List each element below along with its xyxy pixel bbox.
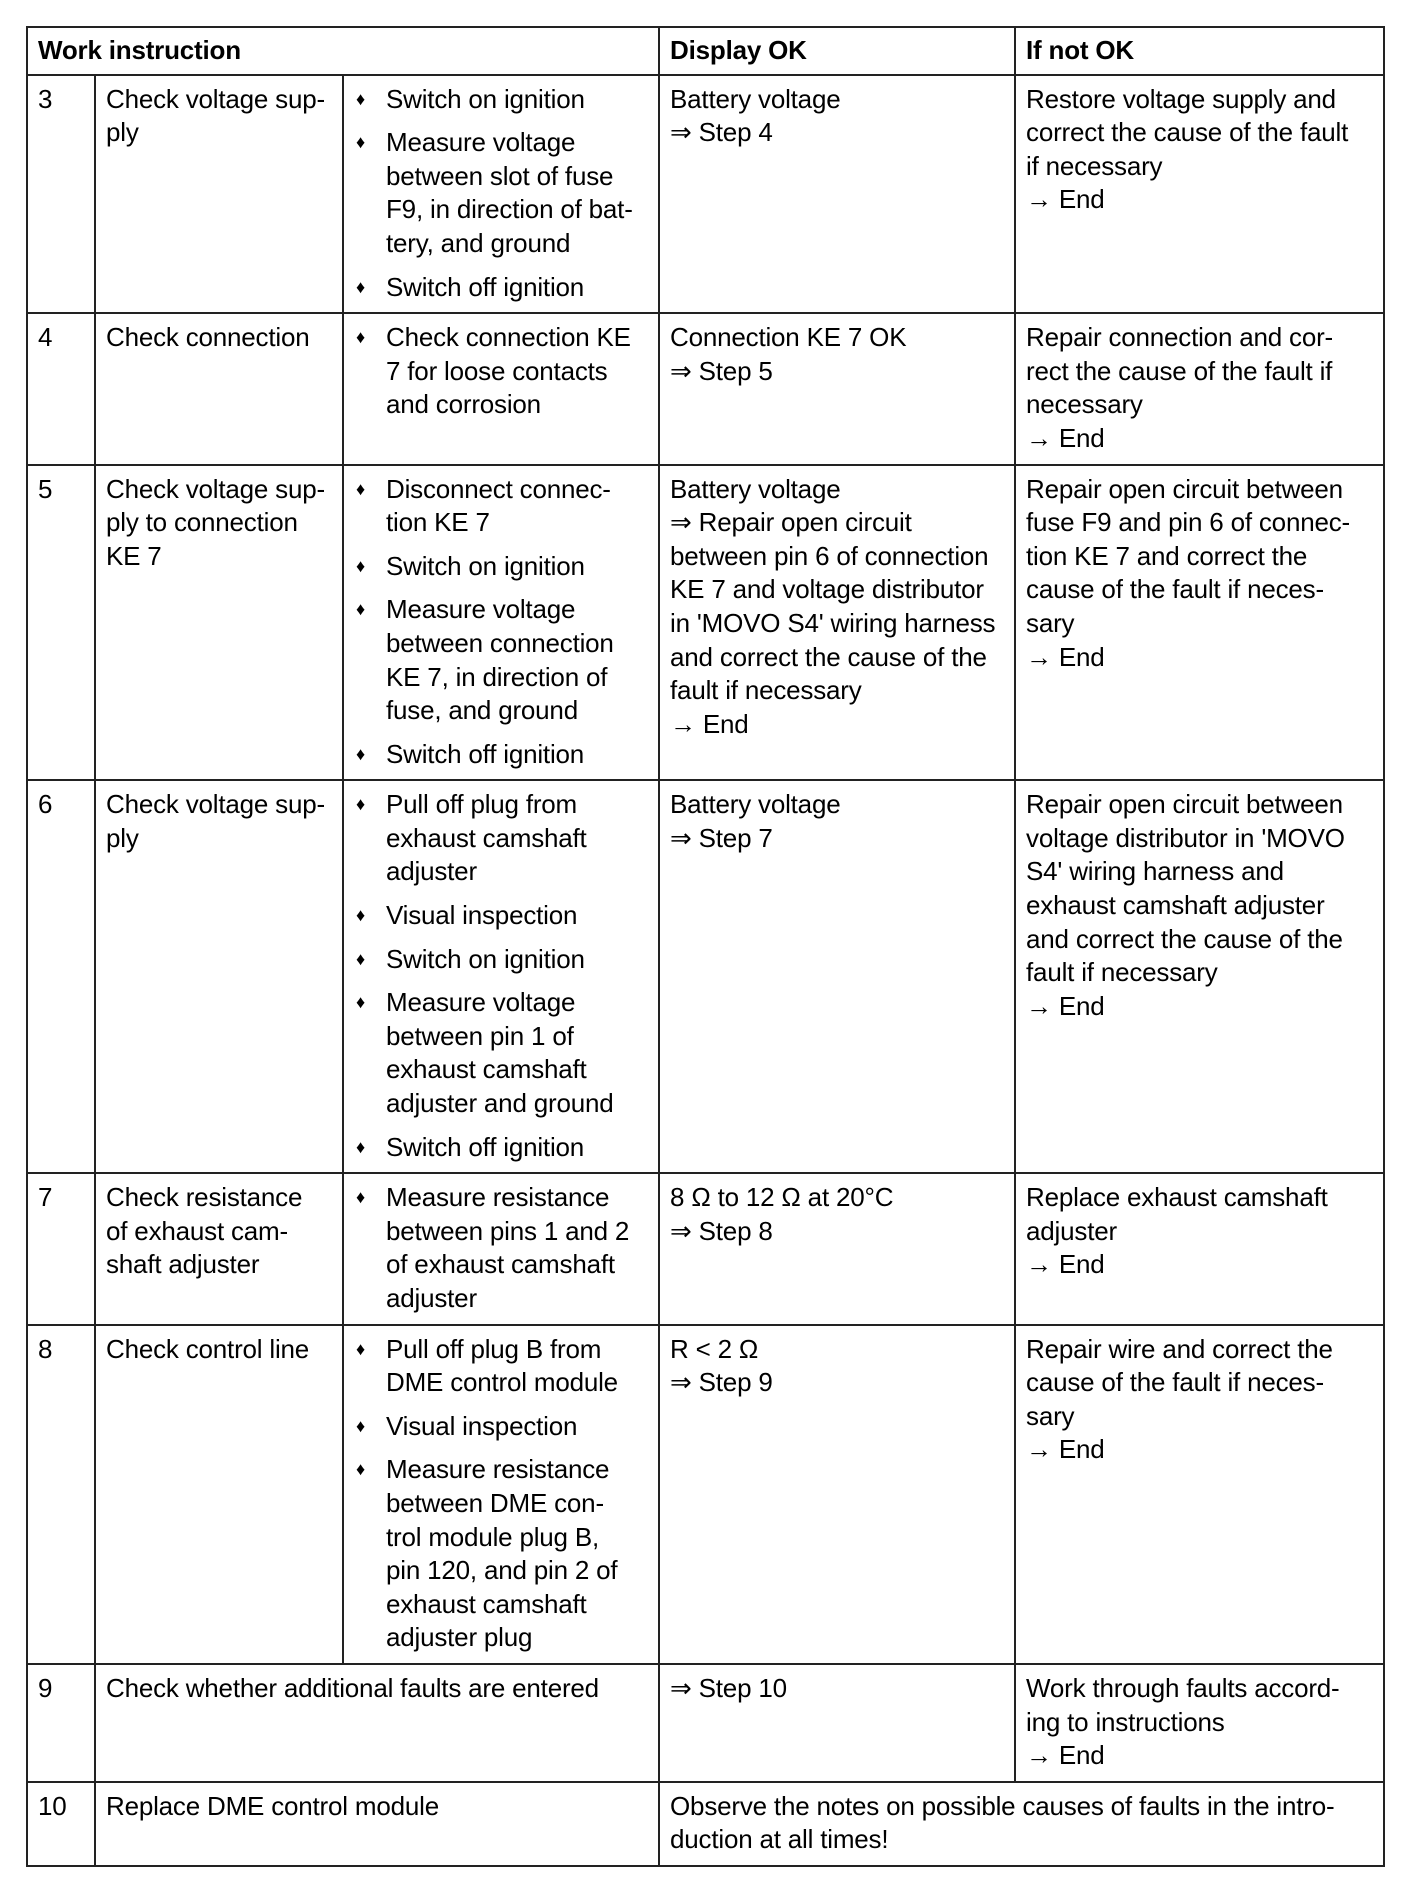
table-row bbox=[27, 75, 1384, 314]
step-number: 8 bbox=[27, 1325, 95, 1664]
action-list-cell bbox=[343, 313, 659, 464]
if-not-ok-cell: Repair wire and correct the cause of the fault if neces- sary → End bbox=[1015, 1325, 1384, 1664]
step-name: Replace DME control module bbox=[95, 1782, 659, 1866]
action-item bbox=[346, 1181, 648, 1315]
action-text: Measure voltage between pin 1 of exhaust camshaft adjuster and ground bbox=[386, 987, 614, 1119]
step-name: Check resistance of exhaust cam- shaft adjuster bbox=[95, 1173, 343, 1324]
action-list bbox=[346, 788, 648, 1164]
diamond-bullet-icon: ♦ bbox=[356, 276, 365, 297]
table-row bbox=[27, 1173, 1384, 1324]
action-text: Check connection KE 7 for loose contacts and corrosion bbox=[386, 322, 631, 420]
if-not-ok-cell: Replace exhaust camshaft adjuster → End bbox=[1015, 1173, 1384, 1324]
work-instruction-page bbox=[26, 26, 1383, 1867]
work-instruction-table bbox=[26, 26, 1385, 1867]
action-item bbox=[346, 321, 648, 422]
step-name: Check control line bbox=[95, 1325, 343, 1664]
header-row bbox=[27, 27, 1384, 75]
diamond-bullet-icon: ♦ bbox=[356, 1415, 365, 1436]
action-list bbox=[346, 83, 648, 305]
note-cell: Observe the notes on possible causes of faults in the intro- duction at all times! bbox=[659, 1782, 1384, 1866]
action-text: Measure resistance between pins 1 and 2 of exhaust camshaft adjuster bbox=[386, 1182, 630, 1313]
action-text: Pull off plug B from DME control module bbox=[386, 1333, 618, 1398]
step-number: 9 bbox=[27, 1664, 95, 1782]
action-text: Switch off ignition bbox=[386, 271, 585, 302]
step-name: Check voltage sup- ply bbox=[95, 780, 343, 1173]
action-text: Measure voltage between connection KE 7, in direction of fuse, and ground bbox=[386, 594, 614, 726]
header-display-ok: Display OK bbox=[659, 27, 1015, 75]
display-ok-cell: 8 Ω to 12 Ω at 20°C ⇒ Step 8 bbox=[659, 1173, 1015, 1324]
action-item bbox=[346, 271, 648, 305]
diamond-bullet-icon: ♦ bbox=[356, 905, 365, 926]
step-name: Check whether additional faults are entered bbox=[95, 1664, 659, 1782]
action-list-cell bbox=[343, 780, 659, 1173]
diamond-bullet-icon: ♦ bbox=[356, 1136, 365, 1157]
action-item bbox=[346, 986, 648, 1120]
action-text: Switch off ignition bbox=[386, 1131, 585, 1162]
action-text: Switch on ignition bbox=[386, 83, 585, 114]
action-text: Switch on ignition bbox=[386, 550, 585, 581]
action-text: Measure resistance between DME con- trol module plug B, pin 120, and pin 2 of exhaust camshaft adjuster plug bbox=[386, 1454, 618, 1653]
step-number: 4 bbox=[27, 313, 95, 464]
diamond-bullet-icon: ♦ bbox=[356, 599, 365, 620]
action-list-cell bbox=[343, 1173, 659, 1324]
action-item bbox=[346, 1410, 648, 1444]
diamond-bullet-icon: ♦ bbox=[356, 1338, 365, 1359]
table-row bbox=[27, 1782, 1384, 1866]
action-list bbox=[346, 1181, 648, 1315]
diamond-bullet-icon: ♦ bbox=[356, 992, 365, 1013]
action-item bbox=[346, 738, 648, 772]
table-row bbox=[27, 465, 1384, 781]
action-item bbox=[346, 1453, 648, 1655]
action-text: Switch on ignition bbox=[386, 943, 585, 974]
diamond-bullet-icon: ♦ bbox=[356, 948, 365, 969]
display-ok-cell: Battery voltage ⇒ Step 7 bbox=[659, 780, 1015, 1173]
action-item bbox=[346, 473, 648, 540]
action-list bbox=[346, 1333, 648, 1655]
action-text: Measure voltage between slot of fuse F9, in direction of bat- tery, and ground bbox=[386, 127, 633, 258]
diamond-bullet-icon: ♦ bbox=[356, 555, 365, 576]
action-item bbox=[346, 550, 648, 584]
action-text: Visual inspection bbox=[386, 900, 578, 931]
if-not-ok-cell: Repair open circuit between voltage distributor in 'MOVO S4' wiring harness and exhaust camshaft adjuster and correct the cause of the fault if necessary → End bbox=[1015, 780, 1384, 1173]
diamond-bullet-icon: ♦ bbox=[356, 327, 365, 348]
display-ok-cell: ⇒ Step 10 bbox=[659, 1664, 1015, 1782]
action-item bbox=[346, 593, 648, 727]
action-text: Pull off plug from exhaust camshaft adjuster bbox=[386, 789, 587, 887]
display-ok-cell: R < 2 Ω ⇒ Step 9 bbox=[659, 1325, 1015, 1664]
step-name: Check voltage sup- ply bbox=[95, 75, 343, 314]
display-ok-cell: Connection KE 7 OK ⇒ Step 5 bbox=[659, 313, 1015, 464]
diamond-bullet-icon: ♦ bbox=[356, 478, 365, 499]
step-name: Check connection bbox=[95, 313, 343, 464]
display-ok-cell: Battery voltage ⇒ Repair open circuit between pin 6 of connection KE 7 and voltage distributor in 'MOVO S4' wiring harness and correct the cause of the fault if necessary → End bbox=[659, 465, 1015, 781]
display-ok-cell: Battery voltage ⇒ Step 4 bbox=[659, 75, 1015, 314]
if-not-ok-cell: Restore voltage supply and correct the cause of the fault if necessary → End bbox=[1015, 75, 1384, 314]
action-text: Switch off ignition bbox=[386, 738, 585, 769]
table-row bbox=[27, 1325, 1384, 1664]
step-name: Check voltage sup- ply to connection KE 7 bbox=[95, 465, 343, 781]
diamond-bullet-icon: ♦ bbox=[356, 132, 365, 153]
if-not-ok-cell: Work through faults accord- ing to instructions → End bbox=[1015, 1664, 1384, 1782]
step-number: 5 bbox=[27, 465, 95, 781]
step-number: 3 bbox=[27, 75, 95, 314]
action-text: Visual inspection bbox=[386, 1410, 578, 1441]
step-number: 6 bbox=[27, 780, 95, 1173]
diamond-bullet-icon: ♦ bbox=[356, 1459, 365, 1480]
action-item bbox=[346, 1131, 648, 1165]
action-item bbox=[346, 899, 648, 933]
action-text: Disconnect connec- tion KE 7 bbox=[386, 473, 611, 538]
diamond-bullet-icon: ♦ bbox=[356, 743, 365, 764]
action-item bbox=[346, 943, 648, 977]
header-work-instruction: Work instruction bbox=[27, 27, 659, 75]
if-not-ok-cell: Repair open circuit between fuse F9 and pin 6 of connec- tion KE 7 and correct the cause of the fault if neces- sary → End bbox=[1015, 465, 1384, 781]
step-number: 7 bbox=[27, 1173, 95, 1324]
step-number: 10 bbox=[27, 1782, 95, 1866]
action-list-cell bbox=[343, 465, 659, 781]
action-list bbox=[346, 473, 648, 772]
table-row bbox=[27, 313, 1384, 464]
header-if-not-ok: If not OK bbox=[1015, 27, 1384, 75]
action-list-cell bbox=[343, 1325, 659, 1664]
table-body bbox=[27, 75, 1384, 1866]
action-item bbox=[346, 126, 648, 260]
table-row bbox=[27, 780, 1384, 1173]
action-list-cell bbox=[343, 75, 659, 314]
action-item bbox=[346, 83, 648, 117]
diamond-bullet-icon: ♦ bbox=[356, 794, 365, 815]
if-not-ok-cell: Repair connection and cor- rect the cause of the fault if necessary → End bbox=[1015, 313, 1384, 464]
diamond-bullet-icon: ♦ bbox=[356, 88, 365, 109]
action-item bbox=[346, 1333, 648, 1400]
action-item bbox=[346, 788, 648, 889]
table-row bbox=[27, 1664, 1384, 1782]
diamond-bullet-icon: ♦ bbox=[356, 1187, 365, 1208]
action-list bbox=[346, 321, 648, 422]
